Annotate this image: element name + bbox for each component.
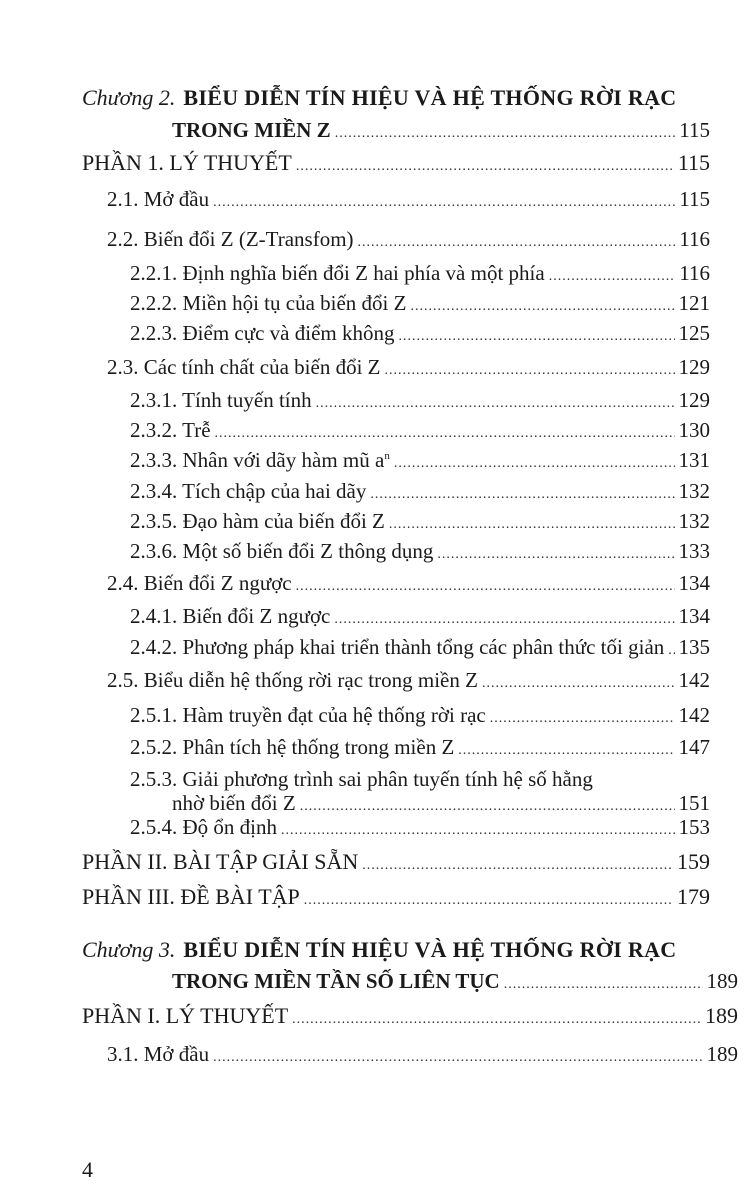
toc-entry [130,634,710,664]
leader-dots [399,324,675,350]
leader-dots [370,482,674,508]
entry-title: 2.4.2. Phương pháp khai triển thành tổng các phân thức tối giản [130,635,665,659]
toc-entry [130,260,710,290]
leader-dots [296,574,675,600]
leader-dots [549,264,676,290]
entry-title: 2.1. Mở đầu [107,187,210,211]
entry-title: 2.2. Biến đổi Z (Z-Transfom) [107,227,354,251]
toc-entry [107,1041,738,1071]
page-number: 115 [679,187,710,211]
entry-title-text: 2.3.3. Nhân với dãy hàm mũ a [130,448,385,472]
chapter-2-label: Chương 2. [82,85,176,110]
page-number: 132 [678,509,710,533]
entry-title: 2.5.2. Phân tích hệ thống trong miền Z [130,735,455,759]
chapter-3-title-line1: BIỂU DIỄN TÍN HIỆU VÀ HỆ THỐNG RỜI RẠC [183,937,677,962]
entry-title: 2.5.1. Hàm truyền đạt của hệ thống rời rạc [130,703,486,727]
page-number: 159 [677,849,710,874]
toc-entry [130,320,710,350]
page-number: 116 [679,261,710,285]
chapter-2-title-line2: TRONG MIỀN Z [172,118,331,142]
entry-title [130,447,390,473]
toc-entry [107,354,710,384]
toc-entry [130,603,710,633]
toc-entry [130,814,710,844]
leader-dots [490,706,675,732]
toc-entry [82,150,710,180]
chapter-3-title-line2: TRONG MIỀN TẦN SỐ LIÊN TỤC [172,969,500,993]
chapter-2-title-line1: BIỂU DIỄN TÍN HIỆU VÀ HỆ THỐNG RỜI RẠC [183,85,677,110]
footer-page-number: 4 [82,1157,93,1182]
page-number: 115 [677,150,710,175]
page-number: 116 [679,227,710,251]
chapter-2-title-row [172,117,710,147]
toc-entry [130,290,710,320]
leader-dots [316,391,675,417]
entry-title: 2.2.1. Định nghĩa biến đổi Z hai phía và một phía [130,261,545,285]
entry-title: 2.4. Biến đổi Z ngược [107,571,292,595]
entry-title: 2.4.1. Biến đổi Z ngược [130,604,331,628]
chapter-3-heading [82,936,676,964]
page-number: 179 [677,884,710,909]
toc-entry [130,538,710,568]
page-number: 153 [678,815,710,839]
entry-title: PHẦN 1. LÝ THUYẾT [82,150,292,175]
toc-entry [130,417,710,447]
leader-dots [296,154,674,180]
leader-dots [437,542,674,568]
toc-entry [130,478,710,508]
toc-entry [130,447,710,477]
page-number: 121 [678,291,710,315]
toc-entry-line1 [130,766,710,792]
page-number: 129 [678,355,710,379]
leader-dots [213,1045,702,1071]
entry-title: PHẦN II. BÀI TẬP GIẢI SẴN [82,849,359,874]
leader-dots [304,888,673,914]
toc-entry [130,508,710,538]
page-number: 189 [705,1003,738,1028]
page-number: 142 [678,668,710,692]
entry-title: 2.5. Biểu diễn hệ thống rời rạc trong miền Z [107,668,478,692]
toc-entry [107,667,710,697]
leader-dots [385,358,675,384]
page-number: 133 [678,539,710,563]
page-number: 135 [678,635,710,659]
toc-entry [130,734,710,764]
chapter-2-heading [82,84,676,112]
leader-dots [410,294,674,320]
entry-title: 2.5.3. Giải phương trình sai phân tuyến tính hệ số hằng [130,767,593,791]
entry-title: nhờ biến đổi Z [172,791,296,815]
leader-dots [213,190,675,216]
leader-dots [394,451,675,477]
entry-title: 2.2.3. Điểm cực và điểm không [130,321,395,345]
leader-dots [482,671,675,697]
toc-entry [82,849,710,879]
entry-title: 2.5.4. Độ ổn định [130,815,277,839]
entry-title: PHẦN III. ĐỀ BÀI TẬP [82,884,300,909]
superscript-n: n [384,450,390,462]
toc-entry [82,1003,738,1033]
page-number: 129 [678,388,710,412]
toc-entry [82,884,710,914]
entry-title: 2.3.6. Một số biến đổi Z thông dụng [130,539,434,563]
chapter-3-title-row [172,968,738,998]
toc-entry [107,226,710,256]
entry-title: 2.3.4. Tích chập của hai dãy [130,479,367,503]
page-number: 130 [678,418,710,442]
entry-title: 2.2.2. Miền hội tụ của biến đổi Z [130,291,407,315]
leader-dots [292,1007,701,1033]
toc-entry [107,570,710,600]
page-number: 125 [678,321,710,345]
entry-title: PHẦN I. LÝ THUYẾT [82,1003,289,1028]
leader-dots [389,512,675,538]
page-number: 189 [706,969,738,993]
entry-title: 2.3.1. Tính tuyến tính [130,388,312,412]
page-number: 132 [678,479,710,503]
entry-title: 2.3.5. Đạo hàm của biến đổi Z [130,509,385,533]
leader-dots [668,638,674,664]
page-number: 131 [678,448,710,472]
leader-dots [362,853,673,879]
leader-dots [504,972,703,998]
entry-title: 3.1. Mở đầu [107,1042,210,1066]
page-number: 142 [678,703,710,727]
page-number: 147 [678,735,710,759]
page-number: 134 [678,604,710,628]
leader-dots [281,818,675,844]
leader-dots [458,738,674,764]
toc-entry [130,702,710,732]
leader-dots [358,230,676,256]
page-number: 134 [678,571,710,595]
page-number: 115 [679,118,710,142]
chapter-3-label: Chương 3. [82,937,176,962]
page-number: 189 [706,1042,738,1066]
toc-entry [107,186,710,216]
page-number: 151 [678,791,710,815]
leader-dots [215,421,675,447]
entry-title: 2.3.2. Trễ [130,418,211,442]
leader-dots [334,607,674,633]
leader-dots [335,121,676,147]
entry-title: 2.3. Các tính chất của biến đổi Z [107,355,381,379]
toc-entry [130,387,710,417]
